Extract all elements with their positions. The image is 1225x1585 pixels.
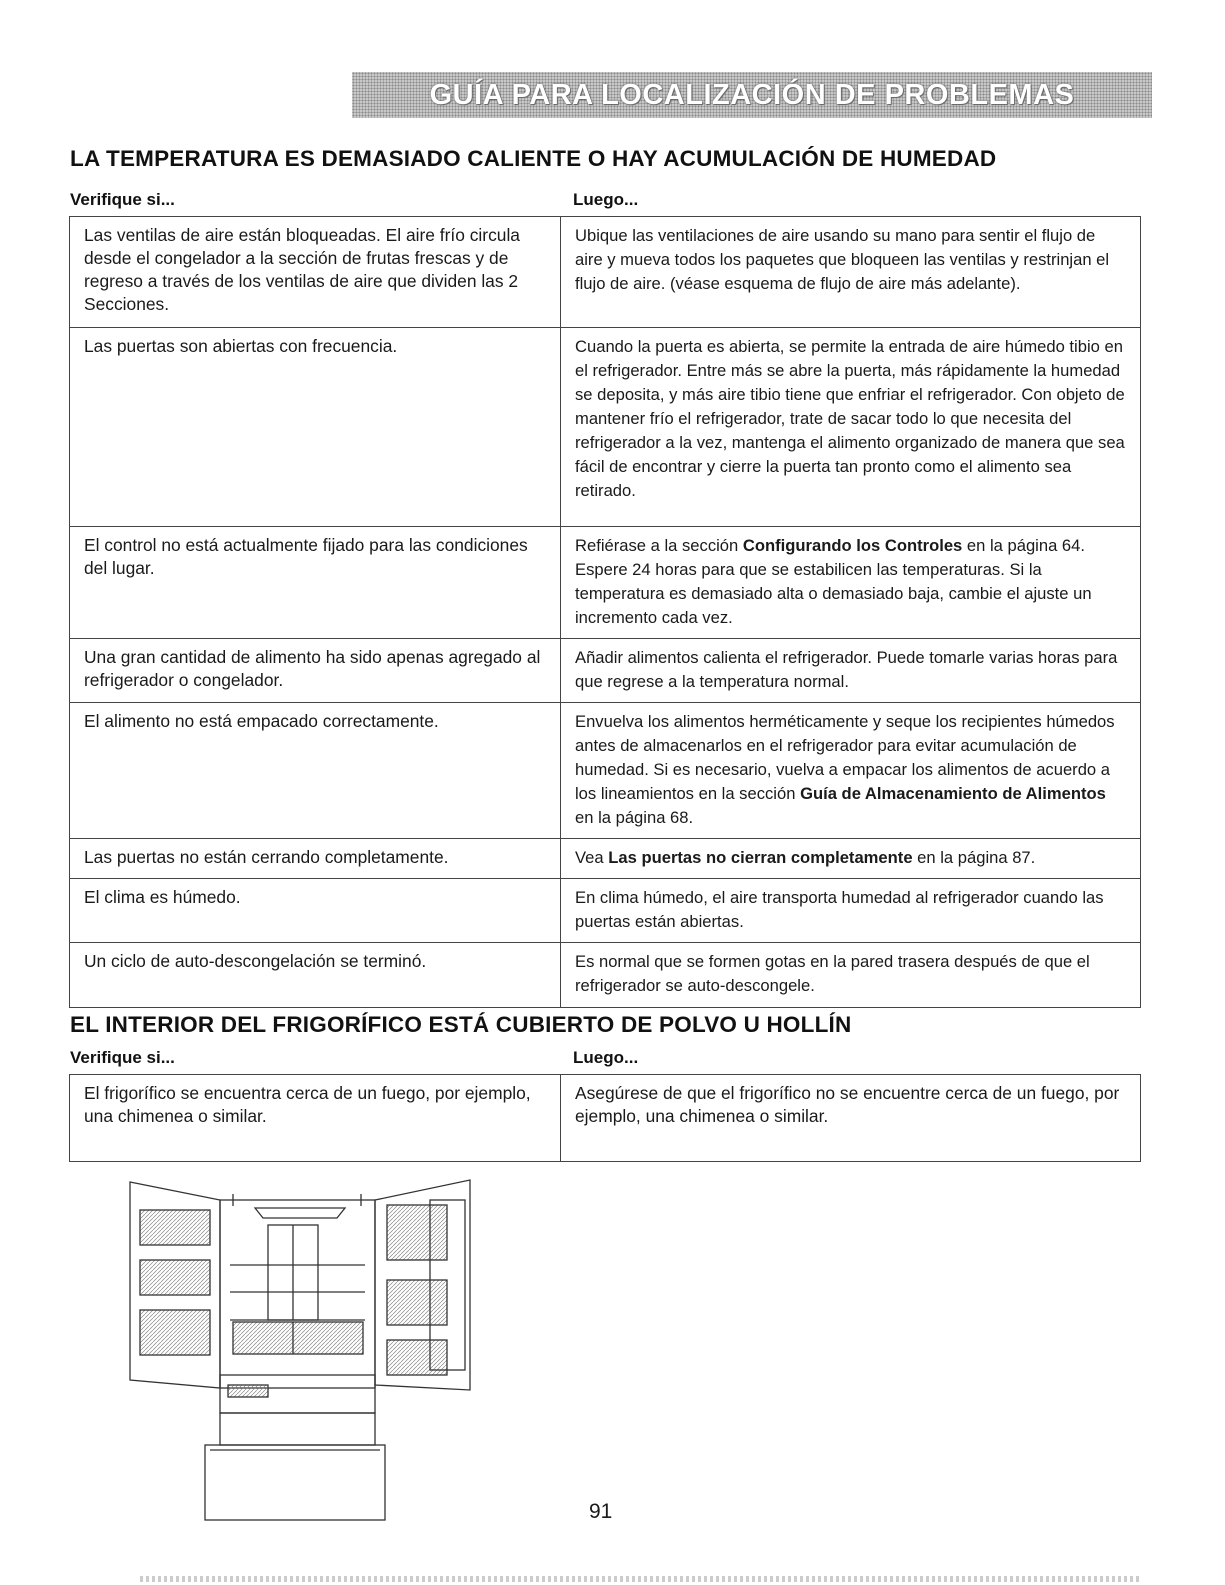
troubleshooting-table-dust	[69, 1074, 1141, 1162]
solution-cell: En clima húmedo, el aire transporta humedad al refrigerador cuando las puertas están abiertas.	[561, 879, 1141, 943]
solution-cell: Ubique las ventilaciones de aire usando su mano para sentir el flujo de aire y mueva todos los paquetes que bloqueen las ventilas y restrinjan el flujo de aire. (véase esquema de flujo de aire más adelante).	[561, 217, 1141, 328]
section-banner	[352, 72, 1152, 118]
solution-text: Envuelva los alimentos herméticamente y seque los recipientes húmedos antes de almacenarlos en el refrigerador para evitar acumulación de humedad. Si es necesario, vuelva a empacar los alimentos de acuerdo a los lineamientos en la sección	[575, 712, 1115, 803]
solution-text: en la página 64. Espere 24 horas para que se estabilicen las temperaturas. Si la temperatura es demasiado alta o demasiado baja, cambie el ajuste un incremento cada vez.	[575, 536, 1092, 627]
solution-cell	[561, 839, 1141, 879]
solution-cell: Añadir alimentos calienta el refrigerador. Puede tomarle varias horas para que regrese a la temperatura normal.	[561, 639, 1141, 703]
table-row	[70, 217, 1141, 328]
solution-text: Refiérase a la sección	[575, 536, 743, 555]
solution-text: en la página 87.	[912, 848, 1036, 867]
table-row	[70, 639, 1141, 703]
check-cell: El alimento no está empacado correctamente.	[70, 703, 561, 839]
troubleshooting-table-temperature	[69, 216, 1141, 1008]
section-reference: Las puertas no cierran completamente	[608, 848, 913, 867]
column-header-check: Verifique si...	[70, 1048, 175, 1067]
table-row	[70, 527, 1141, 639]
check-cell: El control no está actualmente fijado para las condiciones del lugar.	[70, 527, 561, 639]
table-row	[70, 1075, 1141, 1162]
solution-cell	[561, 527, 1141, 639]
check-cell: Las ventilas de aire están bloqueadas. El aire frío circula desde el congelador a la sección de frutas frescas y de regreso a través de los ventilas de aire que dividen las 2 Secciones.	[70, 217, 561, 328]
solution-text: Vea	[575, 848, 609, 867]
column-header-then: Luego...	[573, 190, 639, 209]
scan-artifact-line	[140, 1576, 1140, 1582]
column-header-then: Luego...	[573, 1048, 639, 1067]
banner-title: GUÍA PARA LOCALIZACIÓN DE PROBLEMAS	[429, 78, 1075, 111]
section-title-dust: EL INTERIOR DEL FRIGORÍFICO ESTÁ CUBIERTO DE POLVO U HOLLÍN	[70, 1012, 852, 1037]
solution-cell	[561, 703, 1141, 839]
check-cell: El clima es húmedo.	[70, 879, 561, 943]
table-row	[70, 943, 1141, 1008]
check-cell: Las puertas no están cerrando completamente.	[70, 839, 561, 879]
check-cell: El frigorífico se encuentra cerca de un fuego, por ejemplo, una chimenea o similar.	[70, 1075, 561, 1162]
solution-cell: Es normal que se formen gotas en la pared trasera después de que el refrigerador se auto-descongele.	[561, 943, 1141, 1008]
check-cell: Las puertas son abiertas con frecuencia.	[70, 328, 561, 527]
column-header-check: Verifique si...	[70, 190, 175, 209]
table-row	[70, 703, 1141, 839]
check-cell: Un ciclo de auto-descongelación se terminó.	[70, 943, 561, 1008]
table-row	[70, 839, 1141, 879]
solution-cell: Asegúrese de que el frigorífico no se encuentre cerca de un fuego, por ejemplo, una chimenea o similar.	[561, 1075, 1141, 1162]
section-title-temperature: LA TEMPERATURA ES DEMASIADO CALIENTE O HAY ACUMULACIÓN DE HUMEDAD	[70, 146, 997, 171]
section-reference: Guía de Almacenamiento de Alimentos	[800, 784, 1106, 803]
solution-text: en la página 68.	[575, 808, 694, 827]
solution-cell: Cuando la puerta es abierta, se permite la entrada de aire húmedo tibio en el refrigerador. Entre más se abre la puerta, más rápidamente la humedad se deposita, y más aire tibio tiene que enfriar el refrigerador. Con objeto de mantener frío el refrigerador, trate de sacar todo lo que necesita del refrigerador a la vez, mantenga el alimento organizado de manera que sea fácil de encontrar y cierre la puerta tan pronto como el alimento sea retirado.	[561, 328, 1141, 527]
french-door-refrigerator-open-icon	[125, 1170, 480, 1530]
check-cell: Una gran cantidad de alimento ha sido apenas agregado al refrigerador o congelador.	[70, 639, 561, 703]
table-row	[70, 879, 1141, 943]
page-number: 91	[589, 1500, 613, 1523]
section-reference: Configurando los Controles	[742, 536, 963, 555]
table-row	[70, 328, 1141, 527]
